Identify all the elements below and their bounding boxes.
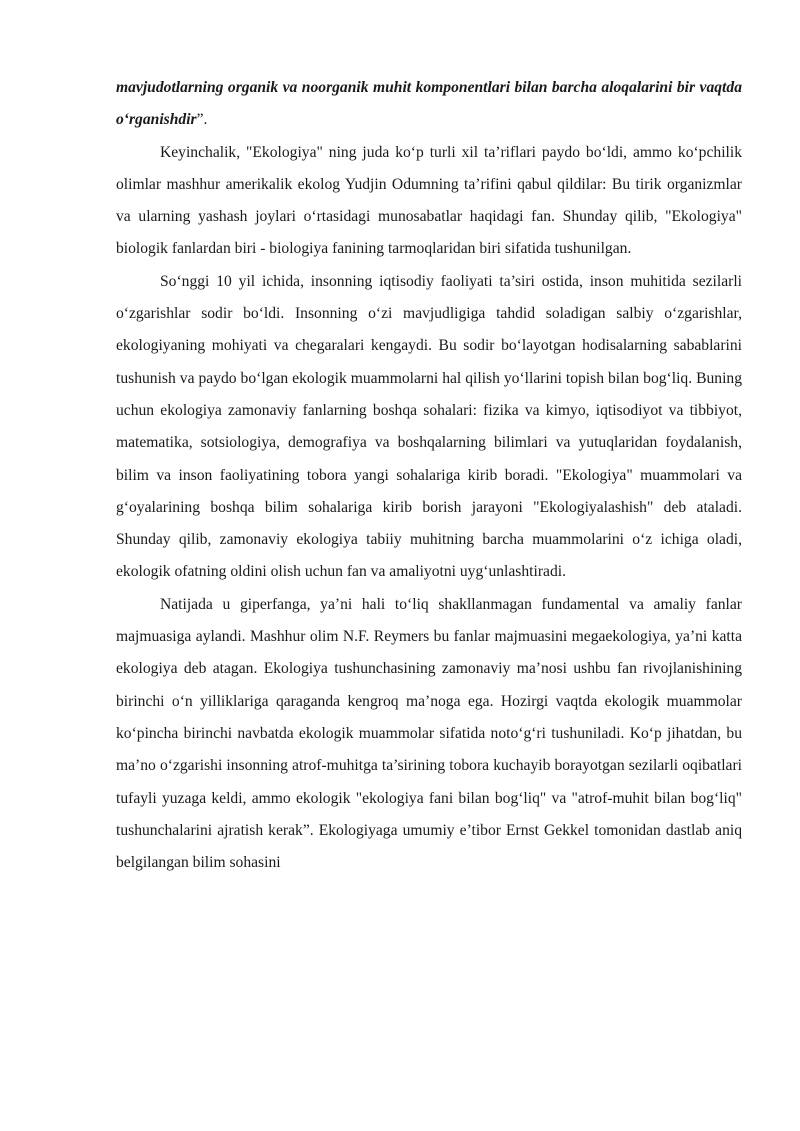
emphasized-definition: mavjudotlarning organik va noorganik muhit komponentlari bilan barcha aloqalarini bir vaqtda o‘rganishdir [116, 79, 742, 129]
paragraph-ecologization: So‘nggi 10 yil ichida, insonning iqtisodiy faoliyati ta’siri ostida, inson muhitida sezilarli o‘zgarishlar sodir bo‘ldi. Insonning o‘zi mavjudligiga tahdid soladigan salbiy o‘zgarishlar, ekologiyaning mohiyati va chegaralari kengaydi. Bu sodir bo‘layotgan hodisalarning sabablarini tushunish va paydo bo‘lgan ekologik muammolarni hal qilish yo‘llarini topish bilan bog‘liq. Buning uchun ekologiya zamonaviy fanlarning boshqa sohalari: fizika va kimyo, iqtisodiyot va tibbiyot, matematika, sotsiologiya, demografiya va boshqalarning bilimlari va yutuqlaridan foydalanish, bilim va inson faoliyatining tobora yangi sohalariga kirib boradi. "Ekologiya" muammolari va g‘oyalarining boshqa bilim sohalariga kirib borish jarayoni "Ekologiyalashish" deb ataladi. Shunday qilib, zamonaviy ekologiya tabiiy muhitning barcha muammolarini o‘z ichiga oladi, ekologik ofatning oldini olish uchun fan va amaliyotni uyg‘unlashtiradi. [116, 272, 742, 581]
intro-paragraph-tail: ”. [196, 111, 208, 129]
intro-paragraph [116, 72, 742, 137]
paragraph-megaecology: Natijada u giperfanga, ya’ni hali to‘liq shakllanmagan fundamental va amaliy fanlar majmuasiga aylandi. Mashhur olim N.F. Reymers bu fanlar majmuasini megaekologiya, ya’ni katta ekologiya deb atagan. Ekologiya tushunchasining zamonaviy ma’nosi ushbu fan rivojlanishining birinchi o‘n yilliklariga qaraganda kengroq ma’noga ega. Hozirgi vaqtda ekologik muammolar ko‘pincha birinchi navbatda ekologik muammolar sifatida noto‘g‘ri tushuniladi. Ko‘p jihatdan, bu ma’no o‘zgarishi insonning atrof-muhitga ta’sirining tobora kuchayib borayotgan sezilarli oqibatlari tufayli yuzaga keldi, ammo ekologik "ekologiya fani bilan bog‘liq" va "atrof-muhit bilan bog‘liq" tushunchalarini ajratish kerak”. Ekologiyaga umumiy e’tibor Ernst Gekkel tomonidan dastlab aniq belgilangan bilim sohasini [116, 595, 742, 872]
document-page [116, 72, 742, 879]
paragraph-odum-definition: Keyinchalik, "Ekologiya" ning juda ko‘p turli xil ta’riflari paydo bo‘ldi, ammo ko‘pchilik olimlar mashhur amerikalik ekolog Yudjin Odumning ta’rifini qabul qildilar: Bu tirik organizmlar va ularning yashash joylari o‘rtasidagi munosabatlar haqidagi fan. Shunday qilib, "Ekologiya" biologik fanlardan biri - biologiya fanining tarmoqlaridan biri sifatida tushunilgan. [116, 143, 742, 258]
